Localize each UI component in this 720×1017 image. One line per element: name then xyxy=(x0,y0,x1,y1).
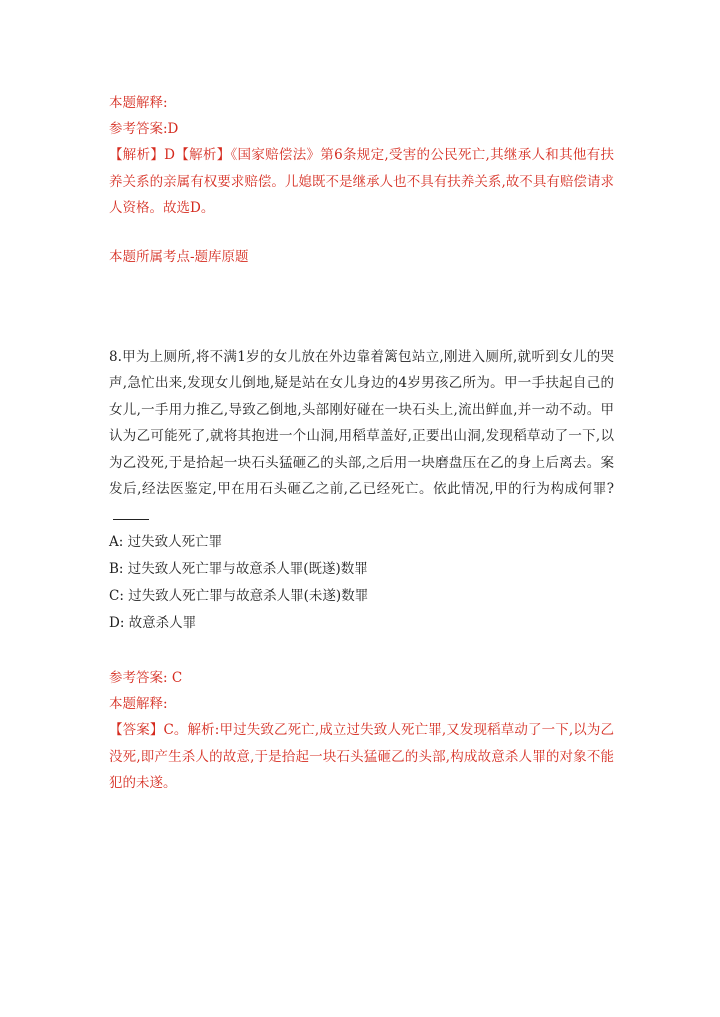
spacer xyxy=(109,322,614,344)
explanation-label-8: 本题解释: xyxy=(109,696,168,712)
page-content xyxy=(109,90,614,797)
option-c: C: 过失致人死亡罪与故意杀人罪(未遂)数罪 xyxy=(109,588,369,604)
explanation-label: 本题解释: xyxy=(109,95,168,111)
option-d: D: 故意杀人罪 xyxy=(109,615,197,631)
spacer xyxy=(109,222,614,244)
spacer xyxy=(109,637,614,665)
answer-line: 参考答案:D xyxy=(109,121,179,137)
analysis-paragraph-8: 【答案】C。解析:甲过失致乙死亡,成立过失致人死亡罪,又发现稻草动了一下,以为乙没死,即产生杀人的故意,于是拾起一块石头猛砸乙的头部,构成故意杀人罪的对象不能犯的未遂。 xyxy=(109,722,614,791)
option-a: A: 过失致人死亡罪 xyxy=(109,534,223,550)
question-8-text xyxy=(109,344,614,530)
topic-source: 本题所属考点-题库原题 xyxy=(109,248,249,265)
answer-blank xyxy=(113,507,149,520)
analysis-paragraph: 【解析】D【解析】《国家赔偿法》第6条规定,受害的公民死亡,其继承人和其他有扶养关系的亲属有权要求赔偿。儿媳既不是继承人也不具有扶养关系,故不具有赔偿请求人资格。故选D。 xyxy=(109,147,614,216)
option-b: B: 过失致人死亡罪与故意杀人罪(既遂)数罪 xyxy=(109,561,368,577)
question-8-body: 8.甲为上厕所,将不满1岁的女儿放在外边靠着篱包站立,刚进入厕所,就听到女儿的哭声,急忙出来,发现女儿倒地,疑是站在女儿身边的4岁男孩乙所为。甲一手扶起自己的女儿,一手用力推乙,导致乙倒地,头部刚好碰在一块石头上,流出鲜血,并一动不动。甲认为乙可能死了,就将其抱进一个山洞,用稻草盖好,正要出山洞,发现稻草动了一下,以为乙没死,于是拾起一块石头猛砸乙的头部,之后用一块磨盘压在乙的身上后离去。案发后,经法医鉴定,甲在用石头砸乙之前,乙已经死亡。依此情况,甲的行为构成何罪? xyxy=(109,348,614,497)
spacer xyxy=(109,270,614,322)
answer-line-8: 参考答案: C xyxy=(109,670,183,686)
